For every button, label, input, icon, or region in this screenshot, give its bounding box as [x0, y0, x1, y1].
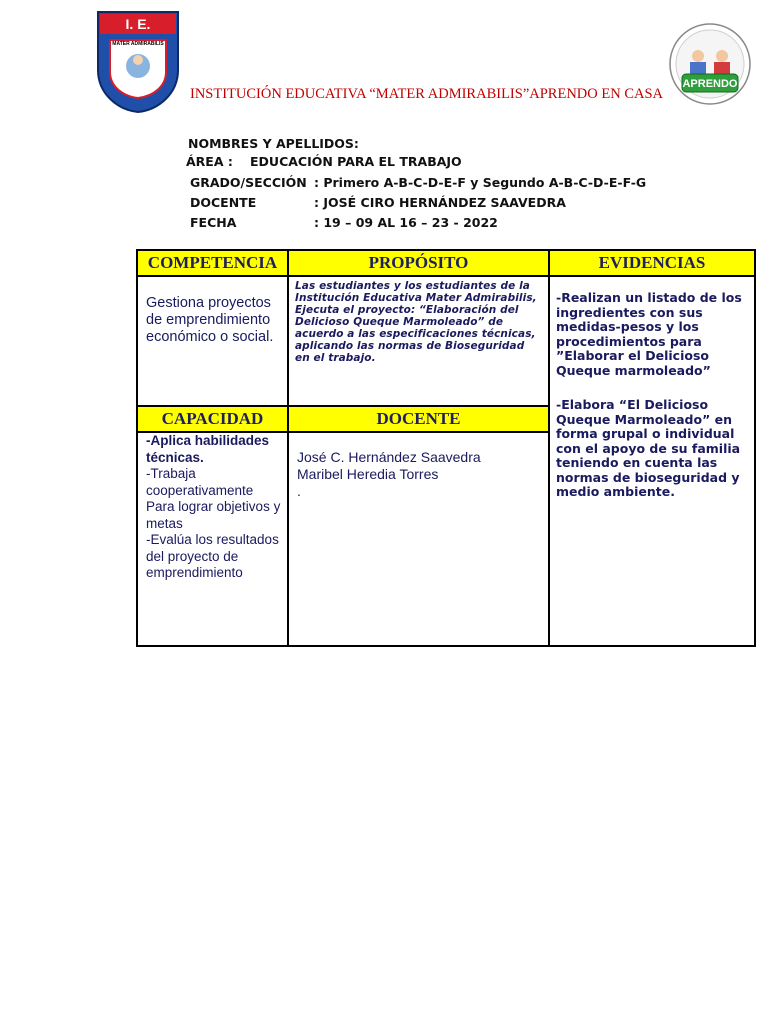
header-evidencias: EVIDENCIAS	[549, 250, 755, 276]
cell-evidencias	[549, 276, 755, 646]
header-docente: DOCENTE	[288, 406, 549, 432]
docente-row	[190, 195, 566, 210]
aprendo-en-casa-logo	[668, 22, 752, 106]
docente-content	[289, 433, 548, 500]
grado-label: GRADO/SECCIÓN	[190, 175, 307, 190]
capacidad-content	[138, 433, 287, 582]
grado-value: : Primero A-B-C-D-E-F y Segundo A-B-C-D-E-F-G	[314, 175, 647, 190]
docente-name-3: .	[297, 483, 301, 499]
evidencia-2: -Elabora “El Delicioso Queque Marmoleado” en forma grupal o individual con el apoyo de su familia teniendo en cuenta las normas de bioseguridad y medio ambiente.	[556, 397, 741, 499]
svg-text:APRENDO: APRENDO	[682, 78, 738, 90]
capacidad-3: -Evalúa los resultados del proyecto de emprendimiento	[146, 532, 279, 580]
school-shield-logo	[96, 10, 180, 114]
header-competencia: COMPETENCIA	[137, 250, 288, 276]
svg-text:I. E.: I. E.	[125, 16, 151, 32]
docente-name-1: José C. Hernández Saavedra	[297, 449, 481, 465]
nombres-label: NOMBRES Y APELLIDOS:	[188, 136, 359, 151]
institution-title: INSTITUCIÓN EDUCATIVA “MATER ADMIRABILIS”APRENDO EN CASA	[190, 86, 663, 102]
docente-value: : JOSÉ CIRO HERNÁNDEZ SAAVEDRA	[314, 195, 566, 210]
docente-label: DOCENTE	[190, 195, 257, 210]
planning-table	[136, 249, 756, 647]
header-capacidad: CAPACIDAD	[137, 406, 288, 432]
fecha-label: FECHA	[190, 215, 237, 230]
competencia-text: Gestiona proyectos de emprendimiento económico o social.	[146, 295, 274, 345]
fecha-row	[190, 215, 498, 230]
evidencia-1: -Realizan un listado de los ingredientes con sus medidas-pesos y los procedimientos para ”Elaborar el Delicioso Queque marmoleado”	[556, 290, 742, 378]
header-proposito: PROPÓSITO	[288, 250, 549, 276]
cell-capacidad	[137, 432, 288, 646]
capacidad-2: -Trabaja cooperativamente Para lograr objetivos y metas	[146, 466, 281, 531]
svg-text:MATER ADMIRABILIS: MATER ADMIRABILIS	[112, 41, 164, 47]
grado-row	[190, 175, 646, 190]
fecha-value: : 19 – 09 AL 16 – 23 - 2022	[314, 215, 498, 230]
cell-competencia	[137, 276, 288, 406]
cell-docente	[288, 432, 549, 646]
evidencias-content	[550, 277, 754, 500]
proposito-text: Las estudiantes y los estudiantes de la Institución Educativa Mater Admirabilis, Ejecuta el proyecto: “Elaboración del Delicioso Queque Marmoleado” de acuerdo a las especificaciones técnicas, aplicando las normas de Bioseguridad en el trabajo.	[295, 280, 537, 364]
area-row	[186, 154, 462, 169]
capacidad-1: -Aplica habilidades técnicas.	[146, 433, 270, 465]
area-value: EDUCACIÓN PARA EL TRABAJO	[250, 154, 462, 169]
cell-proposito	[288, 276, 549, 406]
docente-name-2: Maribel Heredia Torres	[297, 466, 439, 482]
area-label: ÁREA :	[186, 154, 233, 169]
